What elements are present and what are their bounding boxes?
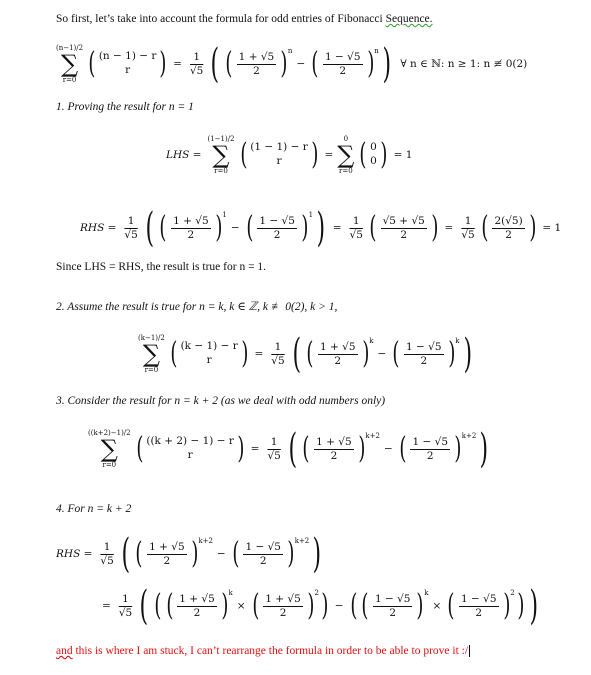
step4-rhs-line2: = $\frac{1}{√5}$ ( ( ( $\frac{1 + √5}{2}$ ) k × ( $\frac{1 + √5}{2}$ ) 2 ) − ( ( $\frac{1 - √5}{2}$ ) k × ( $\frac{1 - √5}{2}$ ) 2 ) )	[102, 583, 539, 629]
text-cursor	[469, 645, 470, 657]
fraction: $\frac{1}{√5}$	[189, 51, 204, 77]
step3-formula: ((k+2)−1)/2 ∑ r=0 ( ((k + 2) − 1) − r r ) = $\frac{1}{√5}$ ( ( $\frac{1 + √5}{2}$ ) k+2 − ( $\frac{1 - √5}{2}$ ) k+2 )	[88, 426, 489, 472]
formula-condition: ∀ n ∈ ℕ: n ≥ 1: n ≢ 0(2)	[400, 58, 528, 70]
step2-heading: 2. Assume the result is true for n = k, k ∈ ℤ, k ≢ 0(2), k > 1,	[56, 301, 338, 313]
step4-heading: 4. For n = k + 2	[56, 503, 132, 515]
formula-main: (n−1)/2 ∑ r=0 ( (n − 1) − r r ) = $\frac{1}{√5}$ ( ( $\frac{1 + √5}{2}$ ) n − ( $\frac{1 - √5}{2}$ ) n ) ∀ n ∈ ℕ: n ≥ 1: n ≢ 0(2)	[56, 41, 528, 87]
intro-line: So first, let’s take into account the formula for odd entries of Fibonacci Sequence.	[56, 13, 433, 25]
step2-formula: (k−1)/2 ∑ r=0 ( (k − 1) − r r ) = $\frac{1}{√5}$ ( ( $\frac{1 + √5}{2}$ ) k − ( $\frac{1 - √5}{2}$ ) k )	[138, 331, 472, 377]
closing-note: and this is where I am stuck, I can’t rearrange the formula in order to be able to prove it :/	[56, 645, 469, 657]
step1-rhs: RHS = $\frac{1}{√5}$ ( ( $\frac{1 + √5}{2}$ ) 1 − ( $\frac{1 - √5}{2}$ ) 1 ) = $\frac{1}{√5}$ ( $\frac{√5 + √5}{2}$ ) = $\frac{1}{√5}$ ( $\frac{2(√5)}{2}$ ) = 1	[80, 205, 562, 251]
step4-rhs-line1: RHS = $\frac{1}{√5}$ ( ( $\frac{1 + √5}{2}$ ) k+2 − ( $\frac{1 - √5}{2}$ ) k+2 )	[56, 531, 322, 577]
summation: (n−1)/2 ∑ r=0	[56, 44, 84, 84]
binomial: (n − 1) − r r	[98, 50, 157, 76]
spell-underlined-word: Sequence.	[385, 13, 433, 25]
step1-lhs: LHS = (1−1)/2 ∑ r=0 ( (1 − 1) − r r ) = 0 ∑ r=0 ( 0 0 ) = 1	[166, 135, 413, 175]
step3-heading: 3. Consider the result for n = k + 2 (as we deal with odd numbers only)	[56, 395, 386, 407]
step1-conclusion: Since LHS = RHS, the result is true for n = 1.	[56, 261, 267, 273]
step1-heading: 1. Proving the result for n = 1	[56, 101, 194, 113]
